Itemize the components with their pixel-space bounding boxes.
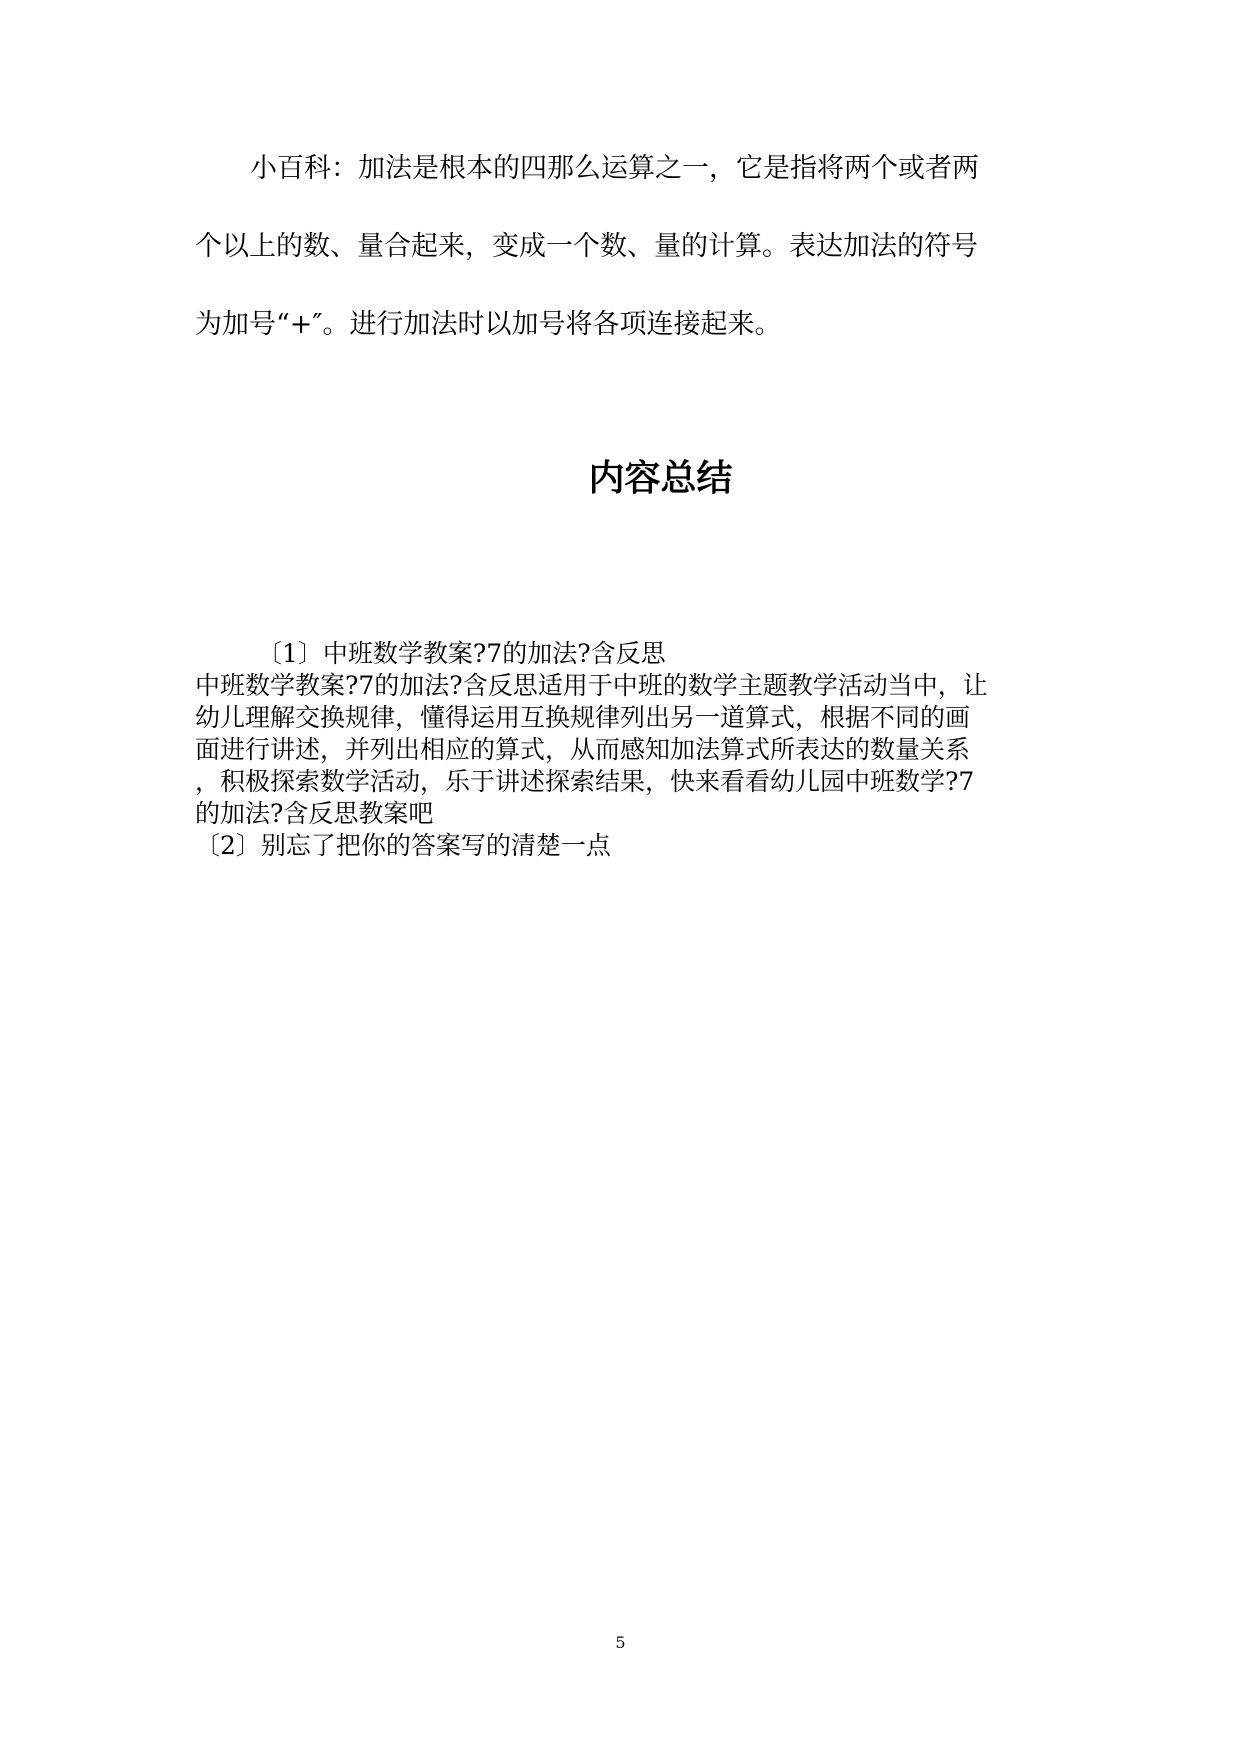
summary-item-note: 〔2〕别忘了把你的答案写的清楚一点 <box>195 831 611 860</box>
paragraph-line: 个以上的数、量合起来，变成一个数、量的计算。表达加法的符号 <box>195 231 978 262</box>
paragraph-line: 小百科：加法是根本的四那么运算之一，它是指将两个或者两 <box>250 153 979 184</box>
section-heading: 内容总结 <box>588 458 733 499</box>
summary-line: 的加法?含反思教案吧 <box>195 799 434 828</box>
summary-line: 面进行讲述，并列出相应的算式，从而感知加法算式所表达的数量关系 <box>195 735 971 764</box>
summary-line: ，积极探索数学活动，乐于讲述探索结果，快来看看幼儿园中班数学?7 <box>195 767 975 796</box>
paragraph-line: 为加号“+″。进行加法时以加号将各项连接起来。 <box>195 309 782 340</box>
summary-line: 中班数学教案?7的加法?含反思适用于中班的数学主题教学活动当中，让 <box>195 671 988 700</box>
page-number: 5 <box>615 1633 626 1652</box>
summary-line: 幼儿理解交换规律，懂得运用互换规律列出另一道算式，根据不同的画 <box>195 703 971 732</box>
summary-block <box>195 638 1055 862</box>
summary-item-title: 〔1〕中班数学教案?7的加法?含反思 <box>257 639 666 668</box>
encyclopedia-paragraph <box>195 150 1055 344</box>
